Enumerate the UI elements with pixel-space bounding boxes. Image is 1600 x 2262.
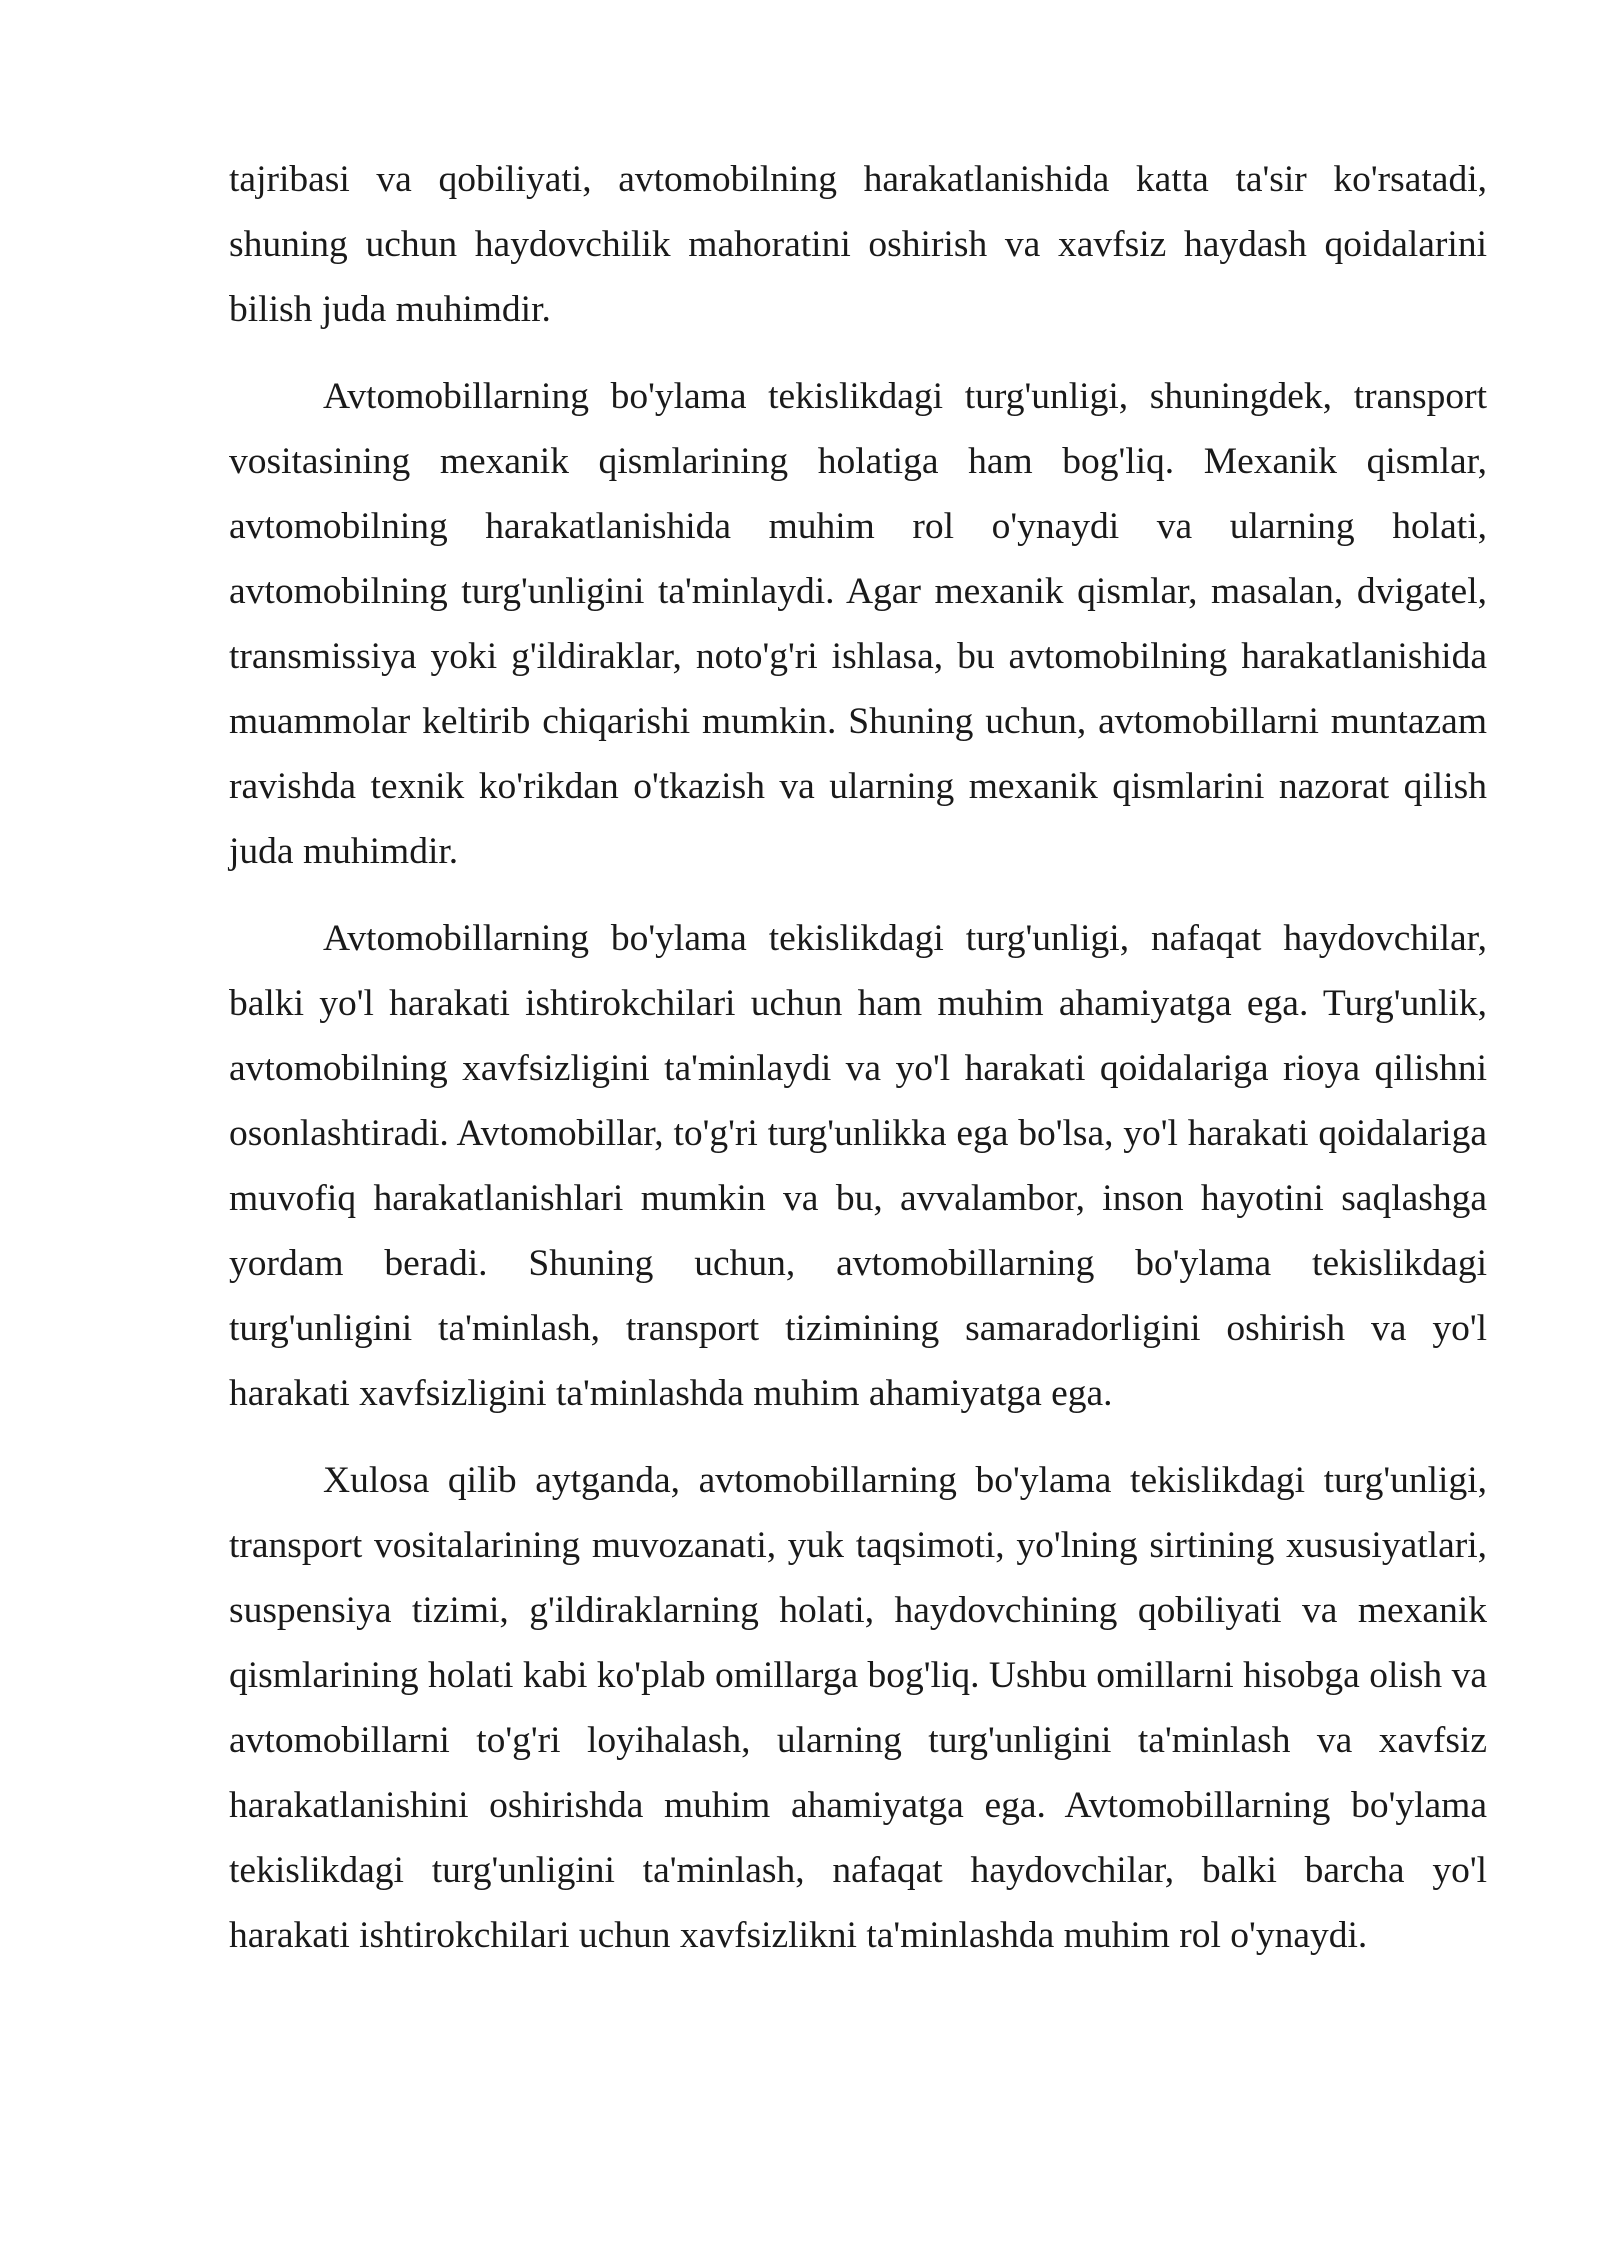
paragraph-mechanical-parts: Avtomobillarning bo'ylama tekislikdagi turg'unligi, shuningdek, transport vositasining mexanik qismlarining holatiga ham bog'liq. Mexanik qismlar, avtomobilning harakatlanishida muhim rol o'ynaydi va ularning holati, avtomobilning turg'unligini ta'minlaydi. Agar mexanik qismlar, masalan, dvigatel, transmissiya yoki g'ildiraklar, noto'g'ri ishlasa, bu avtomobilning harakatlanishida muammolar keltirib chiqarishi mumkin. Shuning uchun, avtomobillarni muntazam ravishda texnik ko'rikdan o'tkazish va ularning mexanik qismlarini nazorat qilish juda muhimdir. bbox=[229, 376, 1487, 872]
document-body bbox=[229, 147, 1487, 1990]
paragraph-road-users: Avtomobillarning bo'ylama tekislikdagi turg'unligi, nafaqat haydovchilar, balki yo'l harakati ishtirokchilari uchun ham muhim ahamiyatga ega. Turg'unlik, avtomobilning xavfsizligini ta'minlaydi va yo'l harakati qoidalariga rioya qilishni osonlashtiradi. Avtomobillar, to'g'ri turg'unlikka ega bo'lsa, yo'l harakati qoidalariga muvofiq harakatlanishlari mumkin va bu, avvalambor, inson hayotini saqlashga yordam beradi. Shuning uchun, avtomobillarning bo'ylama tekislikdagi turg'unligini ta'minlash, transport tizimining samaradorligini oshirish va yo'l harakati xavfsizligini ta'minlashda muhim ahamiyatga ega. bbox=[229, 918, 1487, 1414]
paragraph-conclusion: Xulosa qilib aytganda, avtomobillarning bo'ylama tekislikdagi turg'unligi, transport vositalarining muvozanati, yuk taqsimoti, yo'lning sirtining xususiyatlari, suspensiya tizimi, g'ildiraklarning holati, haydovchining qobiliyati va mexanik qismlarining holati kabi ko'plab omillarga bog'liq. Ushbu omillarni hisobga olish va avtomobillarni to'g'ri loyihalash, ularning turg'unligini ta'minlash va xavfsiz harakatlanishini oshirishda muhim ahamiyatga ega. Avtomobillarning bo'ylama tekislikdagi turg'unligini ta'minlash, nafaqat haydovchilar, balki barcha yo'l harakati ishtirokchilari uchun xavfsizlikni ta'minlashda muhim rol o'ynaydi. bbox=[229, 1460, 1487, 1956]
paragraph-continuation: tajribasi va qobiliyati, avtomobilning harakatlanishida katta ta'sir ko'rsatadi, shuning uchun haydovchilik mahoratini oshirish va xavfsiz haydash qoidalarini bilish juda muhimdir. bbox=[229, 159, 1487, 330]
